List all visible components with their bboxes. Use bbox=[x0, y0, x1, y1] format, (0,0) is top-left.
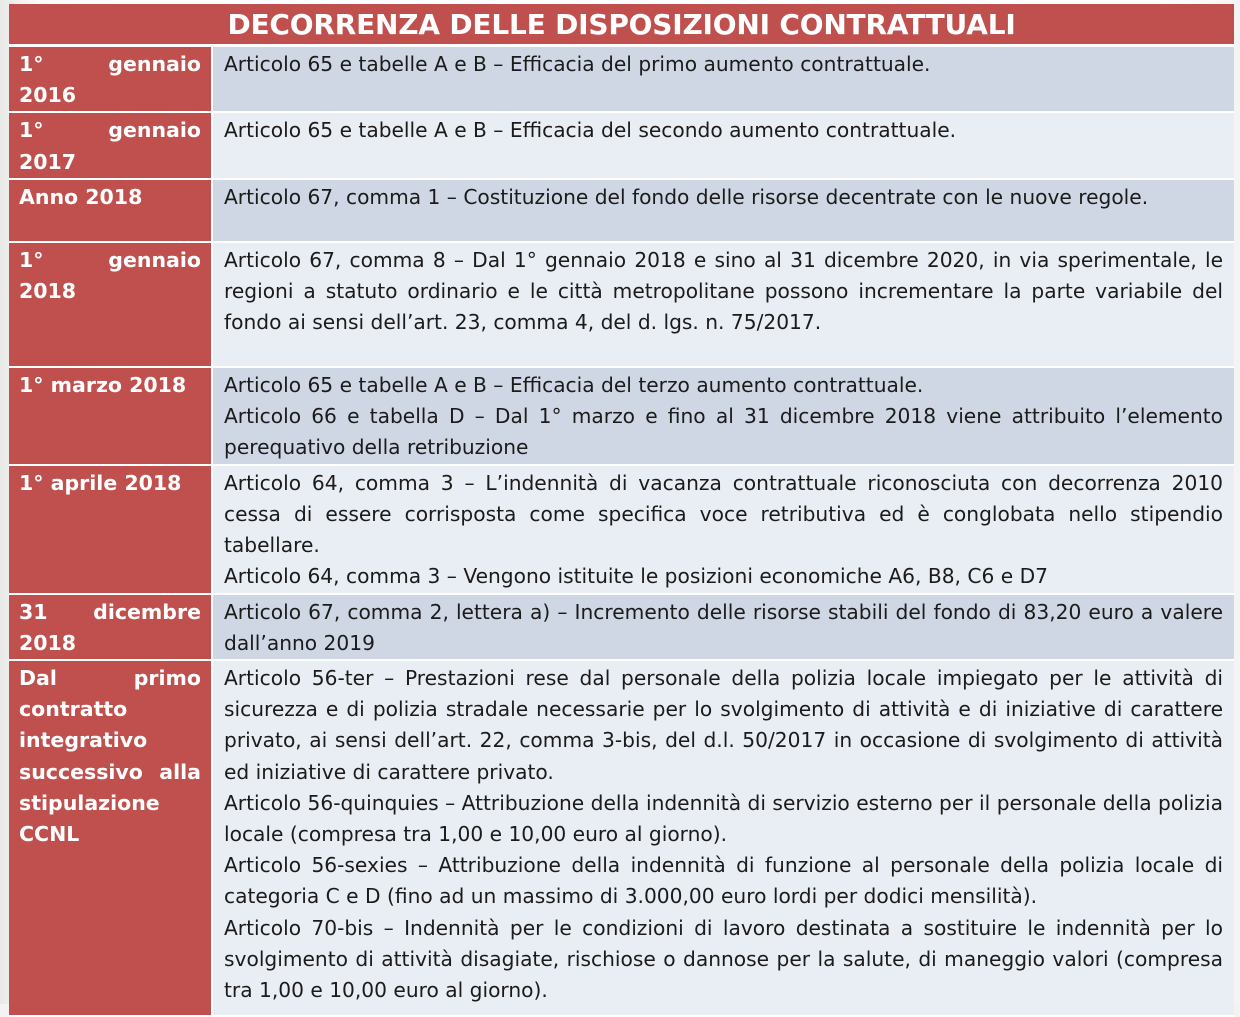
effective-date-cell bbox=[9, 242, 212, 367]
table-row bbox=[9, 112, 1234, 178]
effective-date-cell bbox=[9, 660, 212, 1016]
table-row bbox=[9, 242, 1234, 367]
effective-date-text: 31 dicembre 2018 bbox=[19, 599, 201, 655]
effective-date-text: Anno 2018 bbox=[19, 184, 143, 209]
provision-text: Articolo 70-bis – Indennità per le condizioni di lavoro destinata a sostituire le indennità per lo svolgimento di attività disagiate, rischiose o dannose per la salute, di maneggio valori (compresa tra 1,00 e 10,00 euro al giorno). bbox=[224, 915, 1224, 1003]
provision-text: Articolo 67, comma 2, lettera a) – Incremento delle risorse stabili del fondo di 83,20 euro a valere dall’anno 2019 bbox=[224, 599, 1224, 655]
provision-text: Articolo 64, comma 3 – Vengono istituite le posizioni economiche A6, B8, C6 e D7 bbox=[224, 564, 1048, 589]
effective-date-cell bbox=[9, 367, 212, 465]
provision-text: Articolo 65 e tabelle A e B – Efficacia del primo aumento contrattuale. bbox=[224, 52, 931, 76]
provision-text: Articolo 65 e tabelle A e B – Efficacia del secondo aumento contrattuale. bbox=[224, 118, 957, 143]
provision-cell bbox=[212, 594, 1234, 660]
effective-date-cell bbox=[9, 179, 212, 242]
provision-text: Articolo 66 e tabella D – Dal 1° marzo e fino al 31 dicembre 2018 viene attribuito l’elemento perequativo della retribuzione bbox=[224, 404, 1224, 460]
table-row bbox=[9, 660, 1234, 1016]
provision-cell bbox=[212, 46, 1234, 113]
provision-cell bbox=[212, 112, 1234, 178]
table-frame bbox=[9, 4, 1234, 1004]
effective-date-text: 1° marzo 2018 bbox=[19, 372, 187, 397]
table-title: DECORRENZA DELLE DISPOSIZIONI CONTRATTUALI bbox=[9, 4, 1234, 46]
effective-date-text: 1° gennaio 2017 bbox=[19, 118, 201, 174]
provision-text: Articolo 56-ter – Prestazioni rese dal personale della polizia locale impiegato per le attività di sicurezza e di polizia stradale necessarie per lo svolgimento di attività e di iniziative di carattere privato, ai sensi dell’art. 22, comma 3-bis, del d.l. 50/2017 in occasione di svolgimento di attività ed iniziative di carattere privato. bbox=[224, 666, 1224, 784]
provisions-table bbox=[9, 4, 1234, 1017]
provision-cell bbox=[212, 660, 1234, 1016]
table-header-row bbox=[9, 4, 1234, 46]
effective-date-text: 1° aprile 2018 bbox=[19, 470, 182, 495]
effective-date-text: 1° gennaio 2016 bbox=[19, 52, 201, 108]
effective-date-cell bbox=[9, 594, 212, 660]
provision-cell bbox=[212, 465, 1234, 594]
effective-date-cell bbox=[9, 112, 212, 178]
provision-text: Articolo 67, comma 8 – Dal 1° gennaio 2018 e sino al 31 dicembre 2020, in via sperimentale, le regioni a statuto ordinario e le città metropolitane possono incrementare la parte variabile del fondo ai sensi dell’art. 23, comma 4, del d. lgs. n. 75/2017. bbox=[224, 247, 1224, 335]
provision-text: Articolo 65 e tabelle A e B – Efficacia del terzo aumento contrattuale. bbox=[224, 372, 924, 397]
provision-cell bbox=[212, 179, 1234, 242]
provision-text: Articolo 56-sexies – Attribuzione della indennità di funzione al personale della polizia locale di categoria C e D (fino ad un massimo di 3.000,00 euro lordi per dodici mensilità). bbox=[224, 853, 1224, 909]
table-row bbox=[9, 179, 1234, 242]
provision-text: Articolo 56-quinquies – Attribuzione della indennità di servizio esterno per il personale della polizia locale (compresa tra 1,00 e 10,00 euro al giorno). bbox=[224, 790, 1224, 847]
table-row bbox=[9, 367, 1234, 465]
provision-cell bbox=[212, 367, 1234, 465]
effective-date-text: Dal primo contratto integrativo successivo alla stipulazione CCNL bbox=[19, 666, 201, 847]
effective-date-cell bbox=[9, 465, 212, 594]
effective-date-text: 1° gennaio 2018 bbox=[19, 247, 201, 304]
provision-text: Articolo 64, comma 3 – L’indennità di vacanza contrattuale riconosciuta con decorrenza 2010 cessa di essere corrisposta come specifica voce retributiva ed è conglobata nello stipendio tabellare. bbox=[224, 470, 1224, 558]
effective-date-cell bbox=[9, 46, 212, 113]
provision-text: Articolo 67, comma 1 – Costituzione del fondo delle risorse decentrate con le nuove regole. bbox=[224, 184, 1149, 209]
table-row bbox=[9, 465, 1234, 594]
table-row bbox=[9, 46, 1234, 113]
table-row bbox=[9, 594, 1234, 660]
provision-cell bbox=[212, 242, 1234, 367]
table-body bbox=[9, 46, 1234, 1017]
